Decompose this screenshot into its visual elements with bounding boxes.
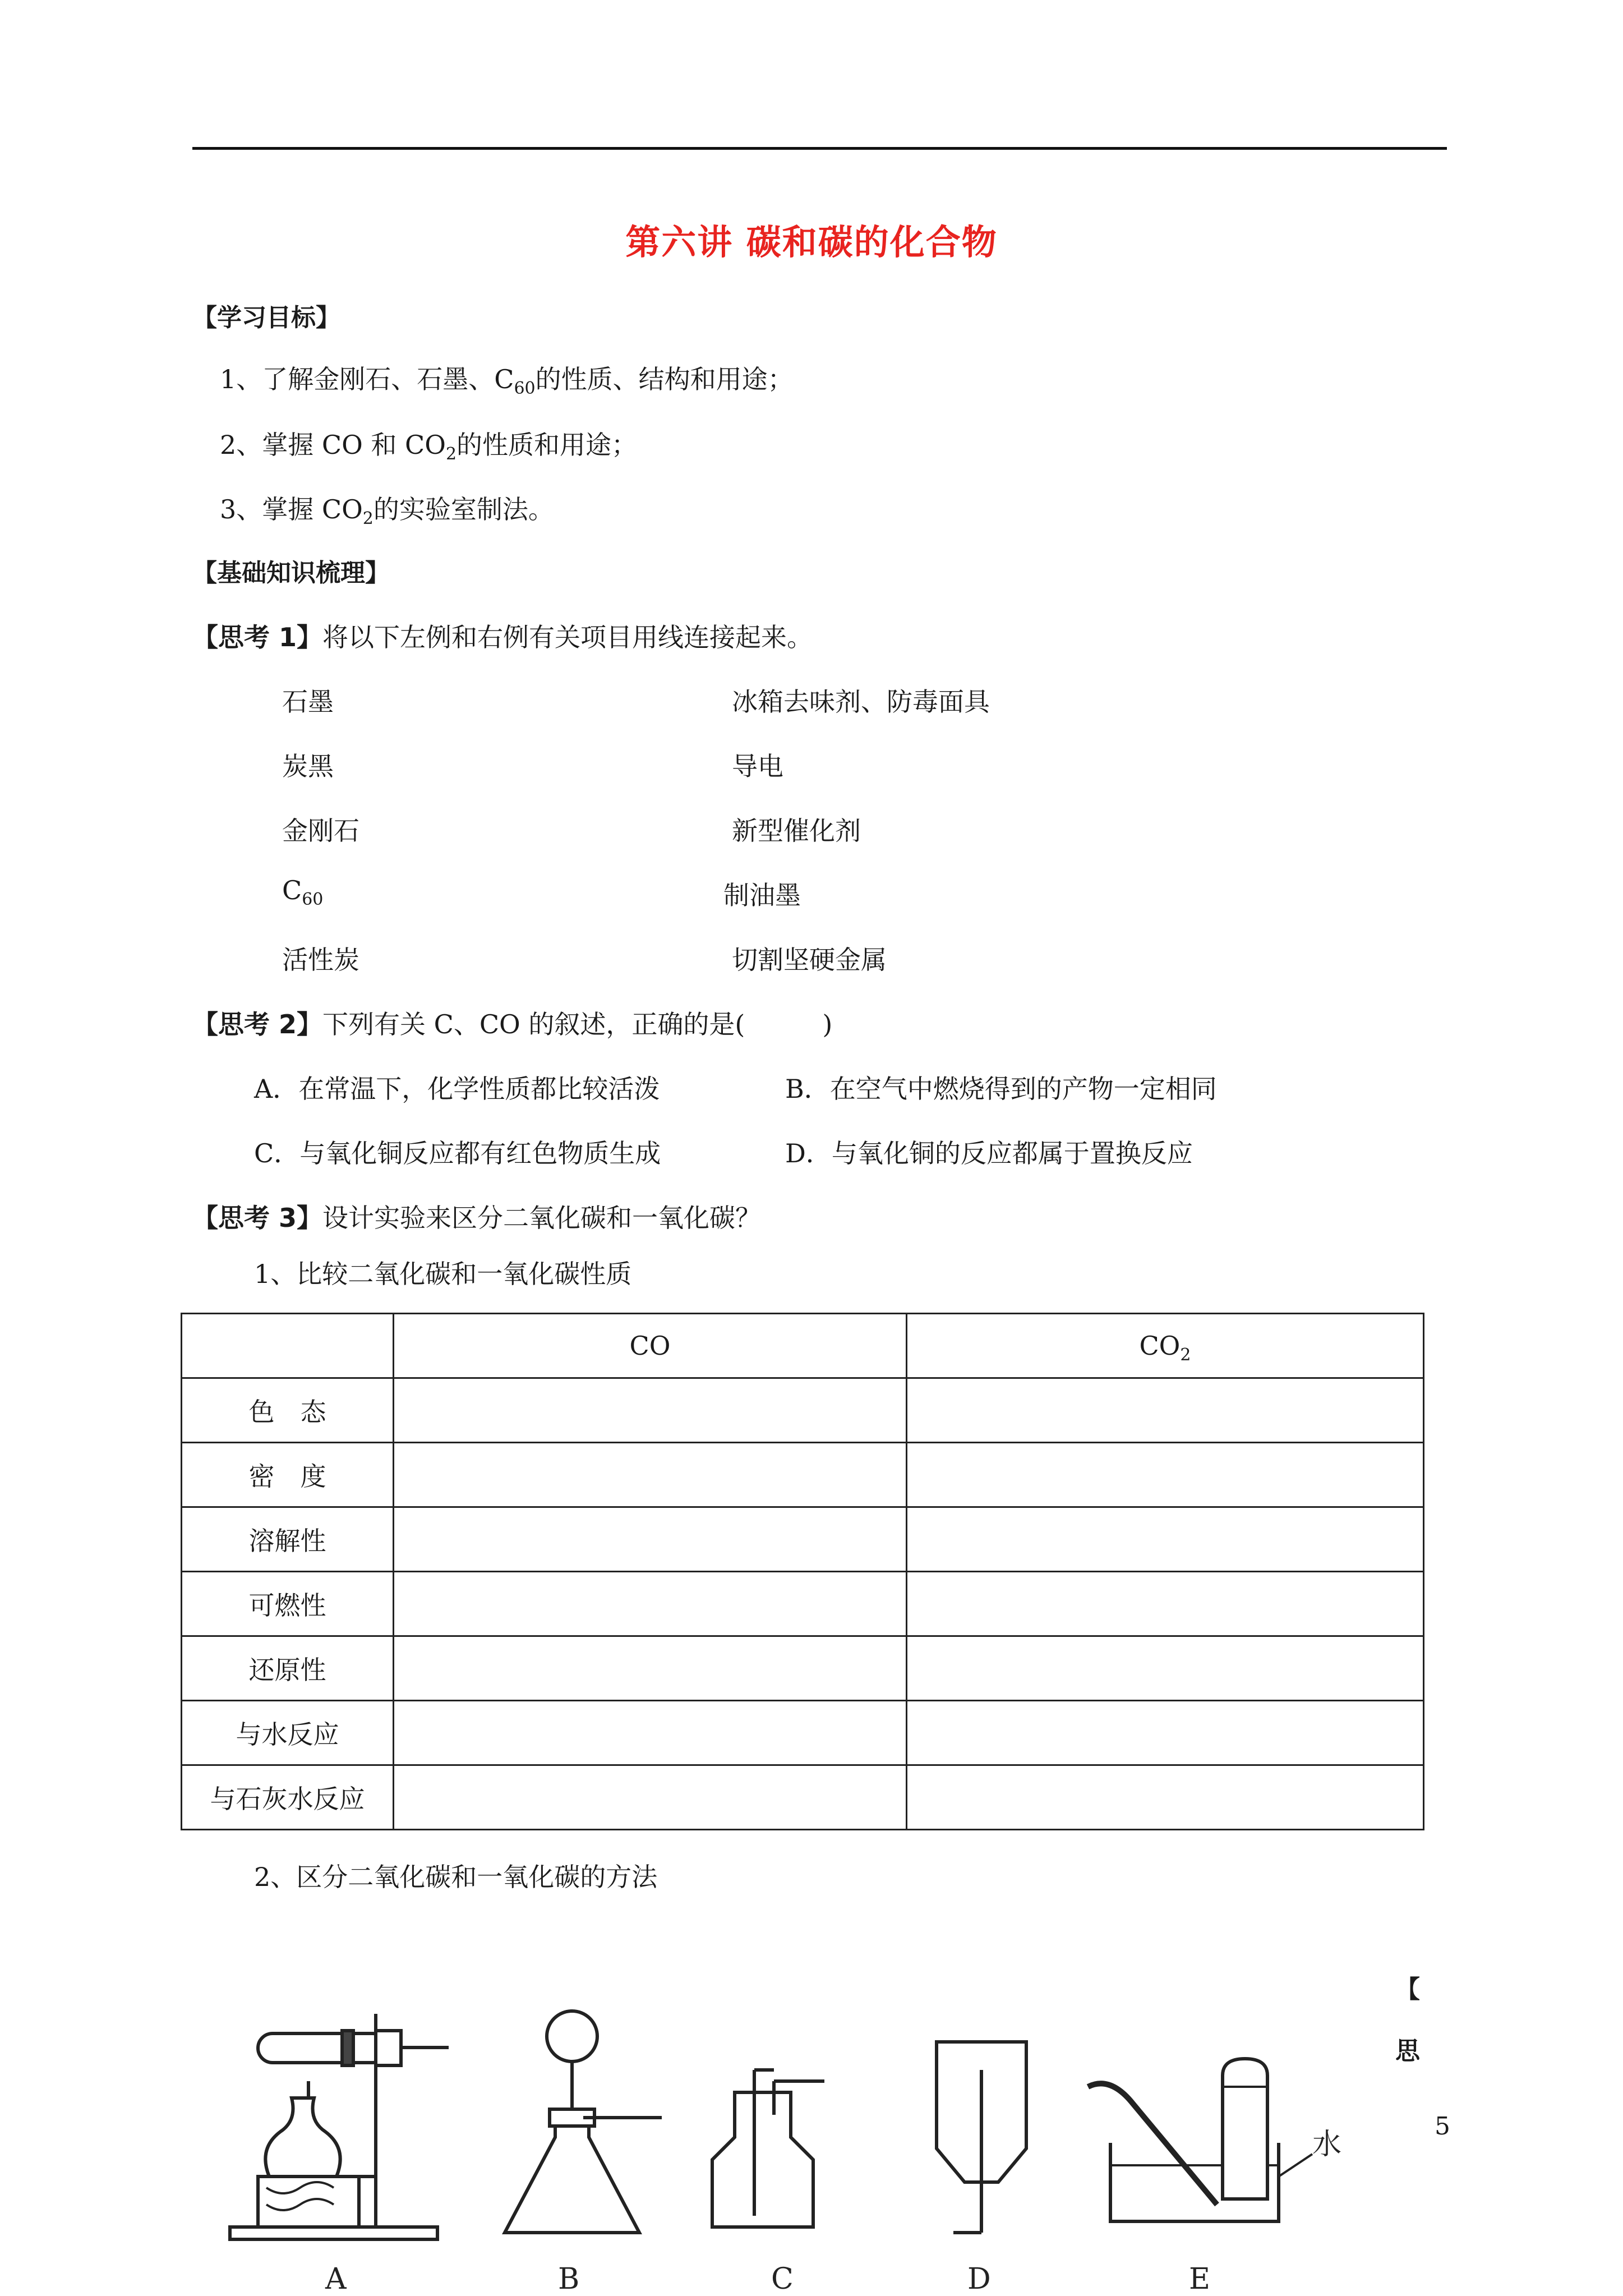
- answer-cell[interactable]: [907, 1701, 1424, 1765]
- basics-heading: 【基础知识梳理】: [192, 559, 390, 587]
- think3-subheading: 2、区分二氧化碳和一氧化碳的方法: [254, 1862, 658, 1892]
- table-header-row: [182, 1314, 1424, 1378]
- water-label: 水: [1312, 2128, 1342, 2161]
- objective-item: 2、掌握 CO 和 $CO_2$的性质和用途；: [220, 430, 638, 464]
- figure-label-e: E: [1189, 2262, 1210, 2296]
- figure-label-d: D: [967, 2262, 991, 2296]
- answer-cell[interactable]: [394, 1378, 907, 1443]
- answer-cell[interactable]: [394, 1572, 907, 1636]
- match-left-item: $C_{60}$: [282, 875, 324, 909]
- figure-label-a: A: [325, 2262, 347, 2296]
- answer-cell[interactable]: [394, 1701, 907, 1765]
- match-left-item: 活性炭: [282, 945, 359, 975]
- table-row: [182, 1701, 1424, 1765]
- row-label: 色 态: [182, 1378, 394, 1443]
- answer-cell[interactable]: [907, 1507, 1424, 1572]
- comparison-table: [181, 1313, 1424, 1830]
- answer-cell[interactable]: [907, 1378, 1424, 1443]
- row-label: 溶解性: [182, 1507, 394, 1572]
- side-char: 【: [1395, 1975, 1420, 2004]
- match-left-item: 石墨: [282, 687, 334, 717]
- think2-line: 【思考 2】下列有关 C、CO 的叙述，正确的是( ): [192, 1009, 833, 1039]
- page-title: 第六讲 碳和碳的化合物: [625, 222, 998, 263]
- table-header-co: CO: [394, 1314, 907, 1378]
- row-label: 还原性: [182, 1636, 394, 1701]
- match-right-item: 切割坚硬金属: [732, 945, 887, 975]
- table-row: [182, 1636, 1424, 1701]
- apparatus-d-inverted-bottle: [937, 2042, 1026, 2233]
- row-label: 与水反应: [182, 1701, 394, 1765]
- choice-option: D．与氧化铜的反应都属于置换反应: [785, 1138, 1193, 1168]
- apparatus-c-bottle: [712, 2070, 824, 2227]
- table-row: [182, 1765, 1424, 1830]
- match-right-item: 制油墨: [723, 880, 801, 910]
- answer-cell[interactable]: [394, 1636, 907, 1701]
- row-label: 密 度: [182, 1443, 394, 1507]
- match-right-item: 新型催化剂: [732, 816, 861, 846]
- table-row: [182, 1443, 1424, 1507]
- apparatus-a-heating-setup: [230, 2014, 449, 2239]
- match-right-item: 导电: [732, 751, 783, 781]
- objective-item: 1、了解金刚石、石墨、$C_{60}$的性质、结构和用途；: [220, 364, 794, 398]
- table-header-co2: $CO_2$: [907, 1314, 1424, 1378]
- match-left-item: 金刚石: [282, 816, 359, 846]
- think1-line: 【思考 1】将以下左例和右例有关项目用线连接起来。: [192, 622, 813, 652]
- row-label: 可燃性: [182, 1572, 394, 1636]
- page-number: 5: [1435, 2112, 1450, 2141]
- table-cell: [182, 1314, 394, 1378]
- objective-item: 3、掌握 $CO_2$的实验室制法。: [220, 494, 554, 528]
- choice-option: C．与氧化铜反应都有红色物质生成: [254, 1138, 661, 1168]
- answer-cell[interactable]: [907, 1572, 1424, 1636]
- match-right-item: 冰箱去味剂、防毒面具: [732, 687, 990, 717]
- figure-label-c: C: [771, 2262, 794, 2296]
- apparatus-e-water-trough: [1088, 2059, 1312, 2221]
- header-rule: [192, 147, 1447, 150]
- think3-subheading: 1、比较二氧化碳和一氧化碳性质: [254, 1259, 632, 1289]
- apparatus-b-flask: [505, 2011, 662, 2233]
- answer-cell[interactable]: [907, 1636, 1424, 1701]
- side-char: 思: [1395, 2037, 1420, 2065]
- answer-cell[interactable]: [907, 1443, 1424, 1507]
- answer-cell[interactable]: [394, 1765, 907, 1830]
- objectives-heading: 【学习目标】: [192, 303, 340, 332]
- apparatus-figure: [213, 1991, 1408, 2296]
- table-row: [182, 1378, 1424, 1443]
- answer-cell[interactable]: [394, 1443, 907, 1507]
- think3-line: 【思考 3】设计实验来区分二氧化碳和一氧化碳？: [192, 1203, 762, 1233]
- choice-option: A．在常温下，化学性质都比较活泼: [254, 1074, 660, 1104]
- figure-label-b: B: [558, 2262, 580, 2296]
- match-left-item: 炭黑: [282, 751, 334, 781]
- table-row: [182, 1507, 1424, 1572]
- answer-cell[interactable]: [394, 1507, 907, 1572]
- row-label: 与石灰水反应: [182, 1765, 394, 1830]
- table-row: [182, 1572, 1424, 1636]
- choice-option: B．在空气中燃烧得到的产物一定相同: [785, 1074, 1217, 1104]
- answer-cell[interactable]: [907, 1765, 1424, 1830]
